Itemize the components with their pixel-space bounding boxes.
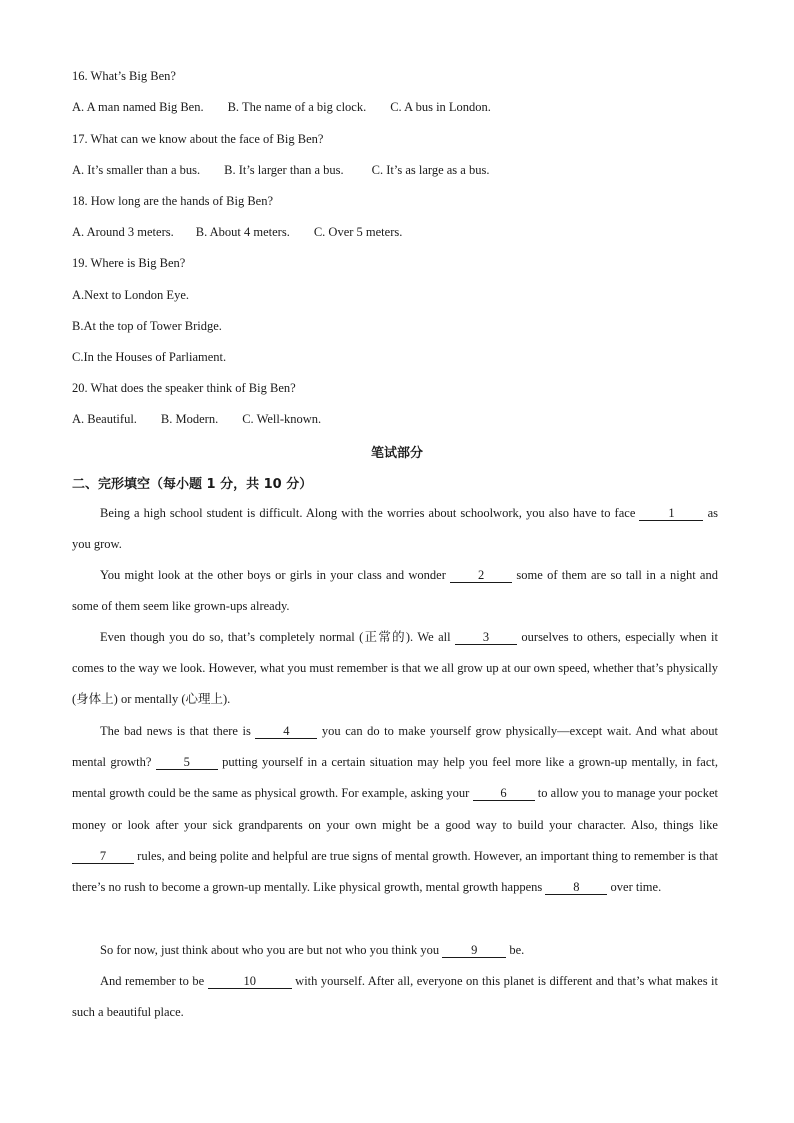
cloze-blank-8: 8 [545,881,607,895]
question-16-option-b: B. The name of a big clock. [227,100,367,114]
passage-text: The bad news is that there is [100,724,256,738]
cloze-blank-7: 7 [72,850,134,864]
passage-text: some of them are so tall in a night and some of them seem like grown-ups already. [72,568,718,614]
passage-paragraph-6 [72,966,718,1028]
question-20-option-a: A. Beautiful. [72,412,137,426]
passage-text: be. [506,943,525,957]
passage-paragraph-1 [72,498,718,560]
passage-text: as you grow. [72,506,718,552]
question-20-option-b: B. Modern. [160,412,219,426]
passage-paragraph-4 [72,716,718,903]
question-18-option-a: A. Around 3 meters. [72,225,174,239]
question-16-option-c: C. A bus in London. [390,100,491,114]
section-title: 笔试部分 [370,446,423,461]
cloze-blank-6: 6 [473,787,535,801]
passage-text: So for now, just think about who you are but not who you think you [100,943,443,957]
question-20-options [72,411,321,427]
question-20-stem: 20. What does the speaker think of Big Ben? [72,381,296,395]
passage-text: you can do to make yourself grow physically—except wait. And what about mental growth? [72,724,719,770]
question-17-option-c: C. It’s as large as a bus. [371,163,490,177]
passage-text: You might look at the other boys or girls in your class and wonder [100,568,451,582]
passage-text: over time. [607,880,662,895]
passage-paragraph-2 [72,560,718,622]
question-16-stem: 16. What’s Big Ben? [72,69,176,83]
passage-text: Being a high school student is difficult. Along with the worries about schoolwork, you also have to face [100,506,640,520]
question-19-option-b: B.At the top of Tower Bridge. [72,319,222,333]
passage-text: Even though you do so, that’s completely normal (正常的). We all [100,630,455,644]
passage-paragraph-5 [72,935,718,966]
question-18-option-c: C. Over 5 meters. [313,225,403,239]
question-17-options [72,162,489,178]
part-heading: 二、完形填空（每小题 1 分，共 10 分） [72,477,313,492]
question-18-stem: 18. How long are the hands of Big Ben? [72,194,274,208]
passage-text: with yourself. After all, everyone on this planet is different and that’s what makes it such a beautiful place. [72,974,719,1020]
cloze-blank-2: 2 [450,569,512,583]
passage-text: putting yourself in a certain situation may help you feel more like a grown-up mentally, in fact, mental growth could be the same as physical growth. For example, asking your [72,755,718,801]
question-19-option-a: A.Next to London Eye. [72,288,189,302]
cloze-blank-1: 1 [639,507,703,521]
question-19-stem: 19. Where is Big Ben? [72,256,186,270]
question-20-option-c: C. Well-known. [242,412,322,426]
cloze-blank-4: 4 [255,725,317,739]
cloze-blank-5: 5 [156,756,218,770]
cloze-blank-9: 9 [442,944,506,958]
question-16-options [72,99,491,115]
cloze-blank-3: 3 [455,631,517,645]
passage-text: And remember to be [100,974,208,988]
passage-text: to allow you to manage your pocket money or look after your sick grandparents on your own might be a good way to build your character. Also, things like [72,786,718,832]
question-19-option-c: C.In the Houses of Parliament. [72,350,227,364]
question-17-option-b: B. It’s larger than a bus. [224,163,344,177]
passage-text: ourselves to others, especially when it comes to the way we look. However, what you must remember is that we all grow up at our own speed, whether that’s physically (身体上) or mentally (心理上). [72,630,719,707]
cloze-blank-10: 10 [208,975,292,989]
question-17-option-a: A. It’s smaller than a bus. [72,163,201,177]
question-18-option-b: B. About 4 meters. [195,225,290,239]
question-16-option-a: A. A man named Big Ben. [72,100,204,114]
question-18-options [72,224,402,240]
passage-text: rules, and being polite and helpful are true signs of mental growth. However, an important thing to remember is that there’s no rush to become a grown-up mentally. Like physical growth, mental growth happens [72,848,718,895]
question-17-stem: 17. What can we know about the face of Big Ben? [72,132,324,146]
passage-paragraph-3 [72,622,718,716]
